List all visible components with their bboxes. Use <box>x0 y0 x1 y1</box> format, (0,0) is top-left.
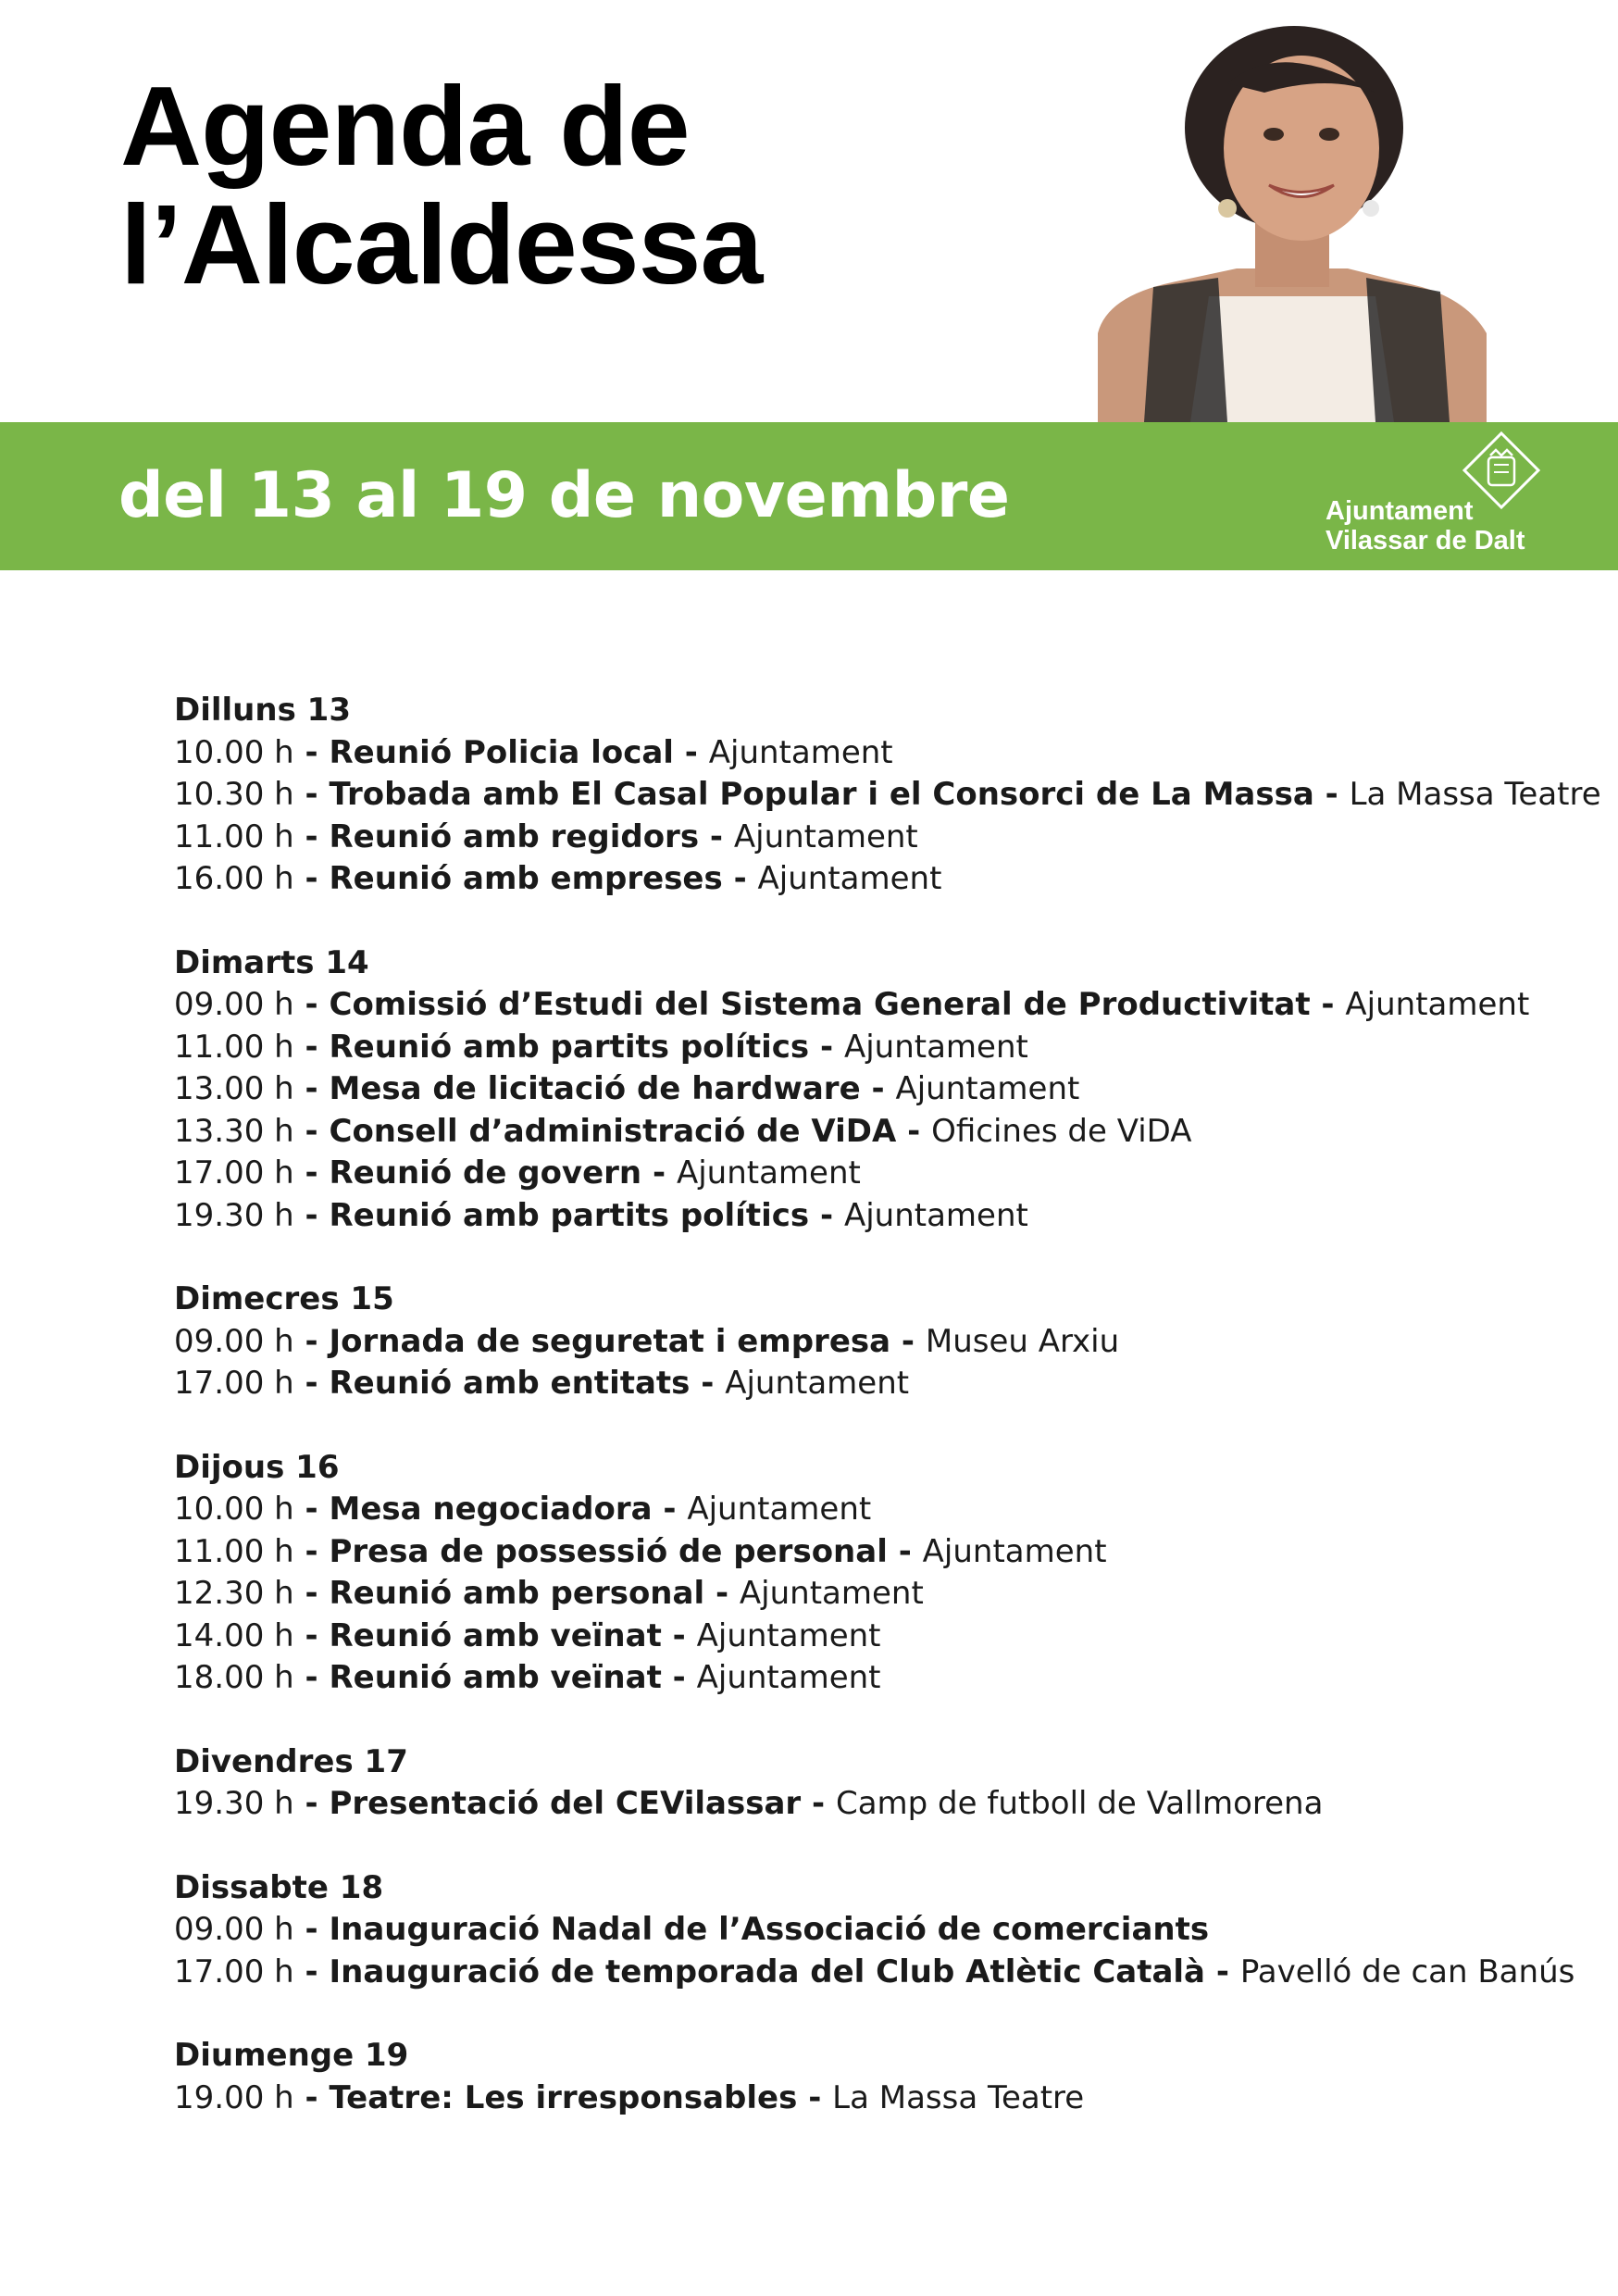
day-block <box>174 942 1562 1238</box>
event-title: Reunió amb regidors <box>329 817 700 855</box>
event-item <box>174 1531 1562 1574</box>
event-place: Ajuntament <box>687 1491 872 1528</box>
separator: - <box>722 860 758 897</box>
day-heading: Dimecres 15 <box>174 1280 394 1317</box>
event-title: Reunió amb personal <box>329 1575 705 1612</box>
event-time: 19.30 h <box>174 1196 294 1234</box>
event-time: 19.00 h <box>174 2078 294 2116</box>
event-item <box>174 984 1562 1027</box>
event-time: 10.00 h <box>174 1491 294 1528</box>
separator: - <box>1313 776 1350 813</box>
event-title: Jornada de seguretat i empresa <box>329 1322 891 1360</box>
separator: - <box>293 817 330 855</box>
separator: - <box>661 1659 697 1696</box>
event-item <box>174 817 1562 859</box>
separator: - <box>896 1112 932 1150</box>
separator: - <box>652 1491 688 1528</box>
event-item <box>174 1573 1562 1616</box>
event-title: Teatre: Les irresponsables <box>329 2078 798 2116</box>
date-banner <box>0 422 1618 570</box>
event-item <box>174 1195 1562 1238</box>
separator: - <box>809 1028 844 1066</box>
separator: - <box>293 1785 330 1822</box>
day-block <box>174 1279 1562 1405</box>
event-item <box>174 1153 1562 1195</box>
separator: - <box>293 1070 330 1107</box>
event-place: Camp de futboll de Vallmorena <box>835 1785 1324 1822</box>
separator: - <box>860 1070 896 1107</box>
mayor-portrait <box>1098 19 1487 422</box>
event-item <box>174 1111 1562 1154</box>
event-time: 16.00 h <box>174 860 294 897</box>
title-line-2: l’Alcaldessa <box>120 181 763 307</box>
event-place: Pavelló de can Banús <box>1239 1953 1575 1990</box>
event-title: Reunió amb partits polítics <box>329 1028 810 1066</box>
event-place: Ajuntament <box>708 733 893 771</box>
separator: - <box>293 986 330 1023</box>
event-time: 09.00 h <box>174 1911 294 1948</box>
separator: - <box>661 1616 697 1654</box>
day-heading: Diumenge 19 <box>174 2037 409 2074</box>
event-place: Ajuntament <box>696 1659 881 1696</box>
event-place: Museu Arxiu <box>925 1322 1120 1360</box>
event-title: Trobada amb El Casal Popular i el Consorci de La Massa <box>329 776 1314 813</box>
separator: - <box>797 2078 833 2116</box>
logo-text-line-1: Ajuntament <box>1326 496 1474 526</box>
event-title: Presentació del CEVilassar <box>329 1785 802 1822</box>
event-time: 17.00 h <box>174 1154 294 1192</box>
event-time: 11.00 h <box>174 1028 294 1066</box>
separator: - <box>293 1953 330 1990</box>
event-time: 12.30 h <box>174 1575 294 1612</box>
event-title: Reunió amb partits polítics <box>329 1196 810 1234</box>
event-place: Ajuntament <box>922 1532 1107 1570</box>
separator: - <box>293 1154 330 1192</box>
event-item <box>174 774 1601 817</box>
event-time: 19.30 h <box>174 1785 294 1822</box>
separator: - <box>293 1028 330 1066</box>
event-place: La Massa Teatre <box>1349 776 1601 813</box>
separator: - <box>293 733 330 771</box>
separator: - <box>293 1112 330 1150</box>
day-heading: Dijous 16 <box>174 1448 340 1486</box>
separator: - <box>293 1911 330 1948</box>
date-range: del 13 al 19 de novembre <box>118 459 1010 532</box>
separator: - <box>801 1785 836 1822</box>
separator: - <box>293 1532 330 1570</box>
separator: - <box>1205 1953 1240 1990</box>
event-item <box>174 1321 1562 1364</box>
event-item <box>174 2078 1562 2120</box>
separator: - <box>887 1532 923 1570</box>
day-heading: Dissabte 18 <box>174 1868 384 1906</box>
separator: - <box>293 860 330 897</box>
separator: - <box>293 1491 330 1528</box>
event-item <box>174 858 1562 901</box>
event-title: Reunió amb empreses <box>329 860 723 897</box>
separator: - <box>293 1659 330 1696</box>
day-heading: Dimarts 14 <box>174 943 369 981</box>
separator: - <box>673 733 709 771</box>
event-time: 17.00 h <box>174 1953 294 1990</box>
separator: - <box>293 1616 330 1654</box>
event-title: Presa de possessió de personal <box>329 1532 888 1570</box>
coat-of-arms-icon <box>1462 431 1540 509</box>
separator: - <box>293 2078 330 2116</box>
event-place: Ajuntament <box>843 1196 1028 1234</box>
event-place: Ajuntament <box>676 1154 861 1192</box>
day-block <box>174 1447 1562 1700</box>
event-item <box>174 1363 1562 1405</box>
page-title <box>120 63 763 307</box>
event-item <box>174 1783 1562 1826</box>
event-time: 17.00 h <box>174 1365 294 1402</box>
day-block <box>174 2035 1562 2119</box>
separator: - <box>293 1322 330 1360</box>
event-title: Reunió amb entitats <box>329 1365 691 1402</box>
separator: - <box>293 1196 330 1234</box>
day-block <box>174 1741 1562 1826</box>
separator: - <box>641 1154 677 1192</box>
day-block <box>174 690 1601 901</box>
event-place: La Massa Teatre <box>832 2078 1085 2116</box>
weekly-schedule <box>174 690 1601 2161</box>
event-item <box>174 1027 1562 1069</box>
event-place: Ajuntament <box>733 817 918 855</box>
event-place: Ajuntament <box>757 860 942 897</box>
event-time: 10.00 h <box>174 733 294 771</box>
separator: - <box>293 1575 330 1612</box>
separator: - <box>890 1322 926 1360</box>
event-place: Ajuntament <box>696 1616 881 1654</box>
event-time: 11.00 h <box>174 1532 294 1570</box>
event-item <box>174 1616 1562 1658</box>
event-item <box>174 732 1562 775</box>
separator: - <box>293 1365 330 1402</box>
event-item <box>174 1489 1562 1531</box>
event-place: Oficines de ViDA <box>931 1112 1192 1150</box>
event-title: Comissió d’Estudi del Sistema General de Productivitat <box>329 986 1311 1023</box>
event-title: Reunió de govern <box>329 1154 642 1192</box>
ajuntament-logo <box>1314 431 1592 561</box>
separator: - <box>1310 986 1346 1023</box>
event-place: Ajuntament <box>739 1575 924 1612</box>
event-time: 09.00 h <box>174 986 294 1023</box>
event-place: Ajuntament <box>1345 986 1530 1023</box>
event-time: 14.00 h <box>174 1616 294 1654</box>
event-title: Reunió amb veïnat <box>329 1659 662 1696</box>
event-item <box>174 1909 1562 1952</box>
separator: - <box>704 1575 740 1612</box>
event-title: Reunió amb veïnat <box>329 1616 662 1654</box>
separator: - <box>690 1365 726 1402</box>
title-line-1: Agenda de <box>120 63 690 189</box>
event-time: 13.00 h <box>174 1070 294 1107</box>
logo-text-line-2: Vilassar de Dalt <box>1326 526 1525 555</box>
event-item <box>174 1952 1575 1994</box>
event-time: 18.00 h <box>174 1659 294 1696</box>
day-block <box>174 1867 1575 1994</box>
event-time: 13.30 h <box>174 1112 294 1150</box>
event-place: Ajuntament <box>895 1070 1080 1107</box>
separator: - <box>809 1196 844 1234</box>
event-place: Ajuntament <box>725 1365 910 1402</box>
event-title: Mesa de licitació de hardware <box>329 1070 861 1107</box>
event-title: Consell d’administració de ViDA <box>329 1112 897 1150</box>
event-title: Inauguració Nadal de l’Associació de comerciants <box>329 1911 1210 1948</box>
event-title: Mesa negociadora <box>329 1491 653 1528</box>
event-time: 11.00 h <box>174 817 294 855</box>
event-title: Inauguració de temporada del Club Atlètic Català <box>329 1953 1206 1990</box>
separator: - <box>699 817 734 855</box>
event-item <box>174 1068 1562 1111</box>
day-heading: Divendres 17 <box>174 1742 408 1780</box>
event-place: Ajuntament <box>843 1028 1028 1066</box>
event-title: Reunió Policia local <box>329 733 674 771</box>
event-time: 10.30 h <box>174 776 294 813</box>
separator: - <box>293 776 330 813</box>
day-heading: Dilluns 13 <box>174 692 351 729</box>
event-time: 09.00 h <box>174 1322 294 1360</box>
event-item <box>174 1657 1562 1700</box>
